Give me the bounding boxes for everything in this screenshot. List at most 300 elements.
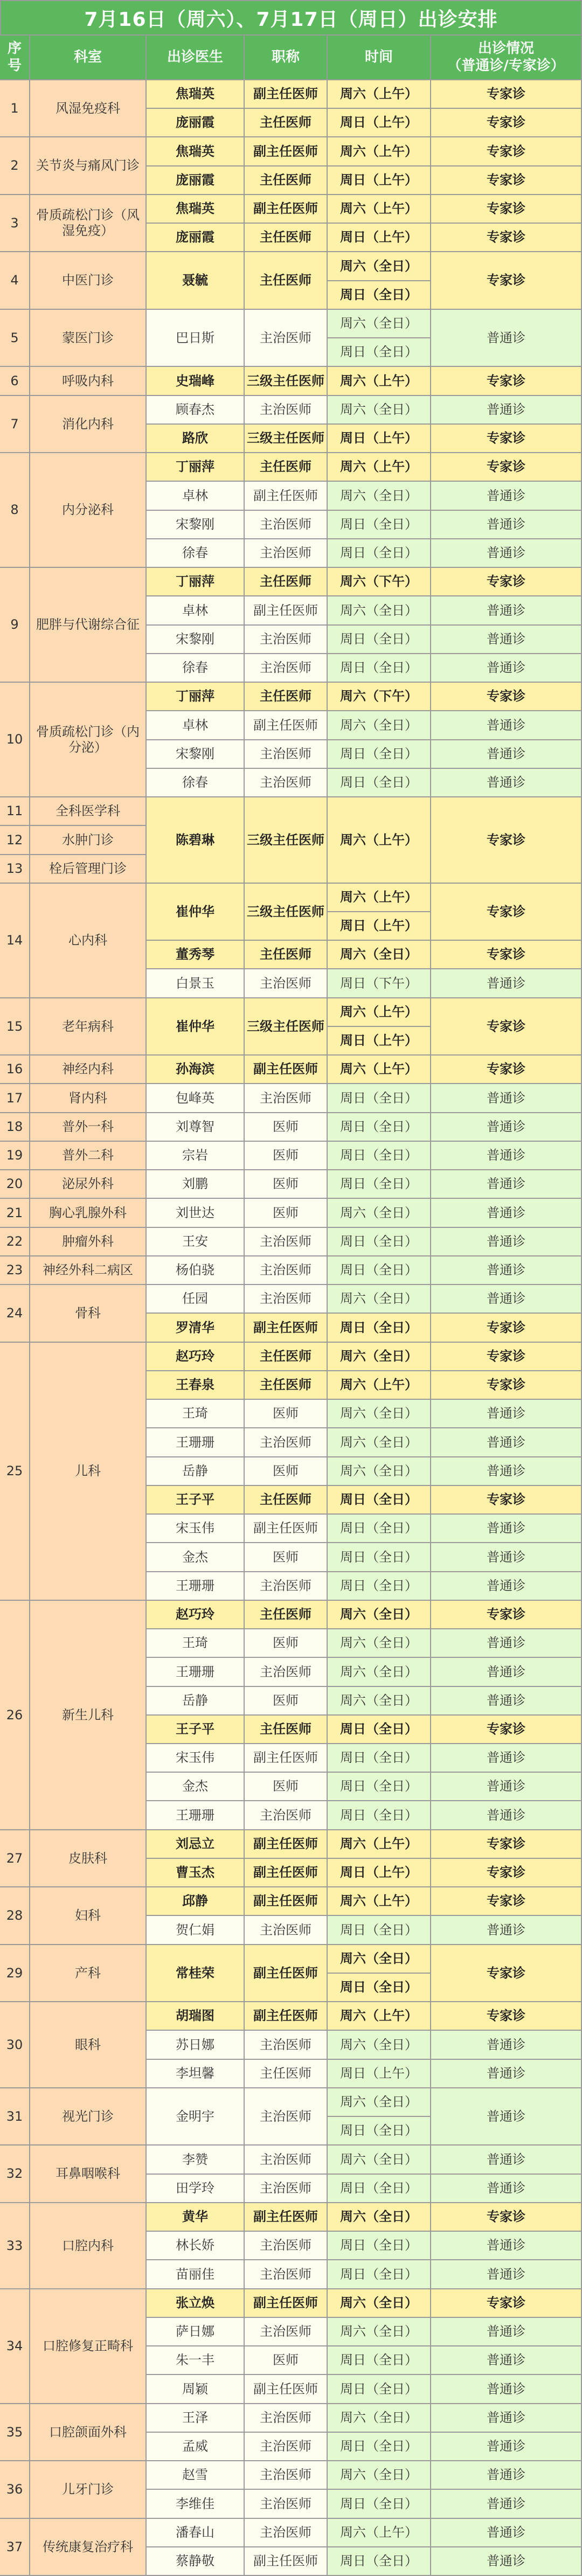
dept-name: 肿瘤外科 (30, 1228, 147, 1256)
doctor-name: 金杰 (147, 1773, 245, 1801)
doctor-name: 宗岩 (147, 1142, 245, 1170)
clinic-type: 专家诊 (431, 1945, 582, 2002)
doctor-name: 孙海滨 (147, 1056, 245, 1084)
clinic-time: 周六（上午） (328, 998, 431, 1027)
doctor-name: 林长娇 (147, 2232, 245, 2260)
dept-number: 10 (0, 683, 30, 797)
header-title: 职称 (245, 36, 328, 80)
dept-number: 28 (0, 1887, 30, 1945)
dept-number: 8 (0, 453, 30, 568)
doctor-name: 王珊珊 (147, 1801, 245, 1830)
doctor-name: 杨伯骁 (147, 1256, 245, 1285)
doctor-title: 主治医师 (245, 2175, 328, 2203)
doctor-name: 丁丽萍 (147, 453, 245, 482)
dept-name: 心内科 (30, 884, 147, 998)
dept-number: 34 (0, 2289, 30, 2404)
doctor-title: 副主任医师 (245, 137, 328, 166)
clinic-type: 普通诊 (431, 1572, 582, 1601)
dept-name: 耳鼻咽喉科 (30, 2145, 147, 2203)
dept-name: 全科医学科 (30, 797, 147, 826)
doctor-title: 主治医师 (245, 2031, 328, 2060)
doctor-title: 主治医师 (245, 1658, 328, 1687)
clinic-time: 周六（上午） (328, 1371, 431, 1400)
doctor-name: 包峰英 (147, 1084, 245, 1113)
dept-number: 7 (0, 396, 30, 453)
doctor-name: 丁丽萍 (147, 683, 245, 711)
clinic-type: 普通诊 (431, 1084, 582, 1113)
clinic-time: 周日（全日） (328, 1113, 431, 1142)
doctor-title: 主治医师 (245, 2490, 328, 2519)
clinic-type: 专家诊 (431, 568, 582, 596)
clinic-type: 专家诊 (431, 224, 582, 252)
doctor-name: 王安 (147, 1228, 245, 1256)
clinic-time: 周六（上午） (328, 2002, 431, 2031)
clinic-type: 专家诊 (431, 1887, 582, 1916)
doctor-name: 王琦 (147, 1629, 245, 1658)
doctor-name: 路欣 (147, 425, 245, 453)
doctor-title: 主任医师 (245, 941, 328, 969)
clinic-time: 周日（全日） (328, 1801, 431, 1830)
doctor-name: 朱一丰 (147, 2346, 245, 2375)
doctor-title: 主任医师 (245, 1601, 328, 1629)
clinic-type: 普通诊 (431, 2346, 582, 2375)
clinic-type: 普通诊 (431, 2519, 582, 2547)
doctor-title: 主治医师 (245, 654, 328, 683)
doctor-title: 副主任医师 (245, 2547, 328, 2576)
dept-name: 妇科 (30, 1887, 147, 1945)
clinic-type: 普通诊 (431, 1199, 582, 1228)
clinic-type: 普通诊 (431, 1170, 582, 1199)
clinic-time: 周六（全日） (328, 1687, 431, 1716)
doctor-title: 医师 (245, 1687, 328, 1716)
clinic-type: 专家诊 (431, 884, 582, 941)
clinic-time: 周六（全日） (328, 310, 431, 338)
doctor-name: 徐春 (147, 769, 245, 797)
clinic-type: 普通诊 (431, 1773, 582, 1801)
doctor-title: 主治医师 (245, 1428, 328, 1457)
dept-name: 口腔内科 (30, 2203, 147, 2289)
clinic-type: 专家诊 (431, 252, 582, 310)
doctor-name: 李赞 (147, 2145, 245, 2175)
clinic-time: 周日（全日） (328, 1256, 431, 1285)
clinic-time: 周日（全日） (328, 2175, 431, 2203)
doctor-title: 主任医师 (245, 109, 328, 137)
doctor-name: 王琦 (147, 1400, 245, 1428)
doctor-name: 崔仲华 (147, 884, 245, 941)
clinic-time: 周日（上午） (328, 166, 431, 195)
doctor-title: 医师 (245, 1170, 328, 1199)
dept-number: 30 (0, 2002, 30, 2088)
doctor-name: 卓林 (147, 711, 245, 740)
clinic-time: 周六（上午） (328, 1887, 431, 1916)
clinic-time: 周日（上午） (328, 109, 431, 137)
doctor-title: 主治医师 (245, 2232, 328, 2260)
doctor-name: 金明宇 (147, 2088, 245, 2145)
doctor-name: 王子平 (147, 1716, 245, 1744)
doctor-title: 副主任医师 (245, 482, 328, 511)
clinic-time: 周六（上午） (328, 1056, 431, 1084)
doctor-name: 宋玉伟 (147, 1744, 245, 1773)
clinic-time: 周日（全日） (328, 2490, 431, 2519)
doctor-title: 主任医师 (245, 683, 328, 711)
dept-number: 35 (0, 2404, 30, 2461)
dept-number: 3 (0, 195, 30, 252)
doctor-name: 聂毓 (147, 252, 245, 310)
clinic-type: 专家诊 (431, 683, 582, 711)
clinic-time: 周日（上午） (328, 2060, 431, 2088)
doctor-title: 副主任医师 (245, 1830, 328, 1859)
clinic-type: 普通诊 (431, 2145, 582, 2175)
doctor-name: 卓林 (147, 482, 245, 511)
dept-name: 内分泌科 (30, 453, 147, 568)
dept-number: 20 (0, 1170, 30, 1199)
clinic-type: 普通诊 (431, 1457, 582, 1486)
doctor-name: 萨日娜 (147, 2318, 245, 2346)
doctor-title: 副主任医师 (245, 1515, 328, 1543)
clinic-type: 普通诊 (431, 2433, 582, 2461)
clinic-time: 周日（全日） (328, 626, 431, 654)
doctor-name: 岳静 (147, 1687, 245, 1716)
doctor-title: 副主任医师 (245, 2375, 328, 2404)
clinic-type: 专家诊 (431, 1486, 582, 1515)
doctor-name: 孟威 (147, 2433, 245, 2461)
doctor-name: 刘尊智 (147, 1113, 245, 1142)
clinic-time: 周日（全日） (328, 1170, 431, 1199)
clinic-time: 周日（全日） (328, 2117, 431, 2145)
doctor-title: 副主任医师 (245, 1744, 328, 1773)
clinic-type: 普通诊 (431, 2375, 582, 2404)
doctor-title: 医师 (245, 1457, 328, 1486)
dept-name: 关节炎与痛风门诊 (30, 137, 147, 195)
clinic-type: 普通诊 (431, 2088, 582, 2145)
doctor-title: 医师 (245, 1113, 328, 1142)
doctor-title: 主治医师 (245, 740, 328, 769)
doctor-title: 主任医师 (245, 224, 328, 252)
clinic-type: 普通诊 (431, 596, 582, 626)
doctor-name: 张立焕 (147, 2289, 245, 2318)
dept-name: 栓后管理门诊 (30, 855, 147, 884)
doctor-name: 潘春山 (147, 2519, 245, 2547)
clinic-type: 专家诊 (431, 1859, 582, 1887)
dept-name: 儿牙门诊 (30, 2461, 147, 2519)
doctor-name: 王珊珊 (147, 1428, 245, 1457)
header-type: 出诊情况 （普通诊/专家诊） (431, 36, 582, 80)
doctor-title: 主治医师 (245, 310, 328, 367)
clinic-type: 普通诊 (431, 1801, 582, 1830)
dept-number: 23 (0, 1256, 30, 1285)
doctor-name: 赵雪 (147, 2461, 245, 2490)
dept-name: 消化内科 (30, 396, 147, 453)
clinic-time: 周六（上午） (328, 80, 431, 109)
dept-number: 14 (0, 884, 30, 998)
doctor-name: 宋黎刚 (147, 511, 245, 539)
doctor-name: 黄华 (147, 2203, 245, 2232)
header-doctor: 出诊医生 (147, 36, 245, 80)
doctor-title: 医师 (245, 2346, 328, 2375)
doctor-title: 医师 (245, 1543, 328, 1572)
dept-number: 19 (0, 1142, 30, 1170)
dept-name: 普外一科 (30, 1113, 147, 1142)
clinic-time: 周日（全日） (328, 1543, 431, 1572)
doctor-name: 徐春 (147, 539, 245, 568)
dept-name: 普外二科 (30, 1142, 147, 1170)
doctor-title: 副主任医师 (245, 1056, 328, 1084)
doctor-title: 主任医师 (245, 453, 328, 482)
doctor-title: 医师 (245, 1199, 328, 1228)
dept-name: 蒙医门诊 (30, 310, 147, 367)
dept-number: 1 (0, 80, 30, 137)
clinic-time: 周六（全日） (328, 1285, 431, 1314)
dept-number: 31 (0, 2088, 30, 2145)
doctor-title: 三级主任医师 (245, 367, 328, 396)
clinic-time: 周六（全日） (328, 1945, 431, 1974)
dept-name: 口腔颌面外科 (30, 2404, 147, 2461)
doctor-name: 赵巧玲 (147, 1343, 245, 1371)
clinic-time: 周六（下午） (328, 683, 431, 711)
doctor-name: 卓林 (147, 596, 245, 626)
clinic-type: 专家诊 (431, 137, 582, 166)
dept-name: 泌尿外科 (30, 1170, 147, 1199)
clinic-type: 普通诊 (431, 1543, 582, 1572)
clinic-type: 普通诊 (431, 769, 582, 797)
clinic-type: 专家诊 (431, 1343, 582, 1371)
dept-name: 呼吸内科 (30, 367, 147, 396)
dept-number: 4 (0, 252, 30, 310)
clinic-type: 专家诊 (431, 425, 582, 453)
dept-name: 骨质疏松门诊（风湿免疫） (30, 195, 147, 252)
doctor-title: 副主任医师 (245, 1314, 328, 1343)
clinic-time: 周日（全日） (328, 511, 431, 539)
doctor-title: 主治医师 (245, 1285, 328, 1314)
clinic-type: 专家诊 (431, 195, 582, 224)
doctor-name: 罗清华 (147, 1314, 245, 1343)
clinic-time: 周六（全日） (328, 2145, 431, 2175)
clinic-type: 专家诊 (431, 80, 582, 109)
clinic-time: 周日（全日） (328, 740, 431, 769)
dept-name: 神经内科 (30, 1056, 147, 1084)
clinic-type: 普通诊 (431, 1113, 582, 1142)
clinic-time: 周日（上午） (328, 912, 431, 941)
clinic-time: 周六（全日） (328, 1629, 431, 1658)
clinic-type: 普通诊 (431, 1687, 582, 1716)
dept-name: 中医门诊 (30, 252, 147, 310)
clinic-type: 普通诊 (431, 1658, 582, 1687)
doctor-title: 主治医师 (245, 969, 328, 998)
doctor-title: 三级主任医师 (245, 884, 328, 941)
clinic-time: 周六（全日） (328, 252, 431, 281)
clinic-time: 周日（全日） (328, 2260, 431, 2289)
dept-number: 25 (0, 1343, 30, 1601)
doctor-name: 邱静 (147, 1887, 245, 1916)
dept-name: 骨科 (30, 1285, 147, 1343)
clinic-type: 普通诊 (431, 711, 582, 740)
dept-number: 15 (0, 998, 30, 1056)
clinic-type: 专家诊 (431, 367, 582, 396)
clinic-type: 普通诊 (431, 969, 582, 998)
doctor-title: 医师 (245, 1400, 328, 1428)
doctor-title: 主治医师 (245, 2433, 328, 2461)
clinic-type: 普通诊 (431, 2175, 582, 2203)
dept-number: 13 (0, 855, 30, 884)
doctor-title: 副主任医师 (245, 2002, 328, 2031)
doctor-name: 焦瑞英 (147, 137, 245, 166)
clinic-time: 周日（上午） (328, 425, 431, 453)
dept-name: 神经外科二病区 (30, 1256, 147, 1285)
clinic-type: 专家诊 (431, 2002, 582, 2031)
clinic-type: 普通诊 (431, 1228, 582, 1256)
header-no: 序号 (0, 36, 30, 80)
clinic-time: 周日（全日） (328, 1486, 431, 1515)
clinic-type: 专家诊 (431, 941, 582, 969)
doctor-title: 副主任医师 (245, 195, 328, 224)
clinic-time: 周日（全日） (328, 2433, 431, 2461)
dept-number: 9 (0, 568, 30, 683)
dept-name: 新生儿科 (30, 1601, 147, 1830)
doctor-title: 主治医师 (245, 511, 328, 539)
doctor-title: 主治医师 (245, 2318, 328, 2346)
clinic-type: 普通诊 (431, 2260, 582, 2289)
clinic-time: 周六（全日） (328, 1457, 431, 1486)
dept-number: 33 (0, 2203, 30, 2289)
clinic-type: 普通诊 (431, 539, 582, 568)
doctor-name: 贺仁娟 (147, 1916, 245, 1945)
clinic-time: 周日（全日） (328, 1773, 431, 1801)
clinic-type: 普通诊 (431, 2232, 582, 2260)
clinic-type: 普通诊 (431, 1428, 582, 1457)
dept-name: 水肿门诊 (30, 826, 147, 855)
clinic-time: 周日（下午） (328, 969, 431, 998)
doctor-name: 顾春杰 (147, 396, 245, 425)
clinic-time: 周日（上午） (328, 1859, 431, 1887)
clinic-type: 普通诊 (431, 1400, 582, 1428)
doctor-title: 主任医师 (245, 2060, 328, 2088)
dept-number: 11 (0, 797, 30, 826)
dept-number: 32 (0, 2145, 30, 2203)
doctor-title: 医师 (245, 1773, 328, 1801)
clinic-time: 周日（全日） (328, 1716, 431, 1744)
clinic-time: 周六（全日） (328, 2203, 431, 2232)
clinic-time: 周六（全日） (328, 2404, 431, 2433)
doctor-name: 崔仲华 (147, 998, 245, 1056)
doctor-title: 主任医师 (245, 1716, 328, 1744)
doctor-name: 白景玉 (147, 969, 245, 998)
clinic-time: 周日（全日） (328, 1515, 431, 1543)
clinic-time: 周六（全日） (328, 711, 431, 740)
doctor-title: 主治医师 (245, 2145, 328, 2175)
doctor-title: 主治医师 (245, 1572, 328, 1601)
dept-name: 口腔修复正畸科 (30, 2289, 147, 2404)
clinic-type: 普通诊 (431, 1256, 582, 1285)
dept-number: 29 (0, 1945, 30, 2002)
doctor-title: 副主任医师 (245, 2203, 328, 2232)
clinic-time: 周六（上午） (328, 1830, 431, 1859)
clinic-time: 周六（上午） (328, 195, 431, 224)
dept-name: 胸心乳腺外科 (30, 1199, 147, 1228)
doctor-title: 副主任医师 (245, 596, 328, 626)
dept-name: 视光门诊 (30, 2088, 147, 2145)
clinic-type: 专家诊 (431, 1716, 582, 1744)
doctor-title: 副主任医师 (245, 1887, 328, 1916)
doctor-title: 主任医师 (245, 166, 328, 195)
dept-name: 肾内科 (30, 1084, 147, 1113)
doctor-title: 主任医师 (245, 1486, 328, 1515)
doctor-name: 田学玲 (147, 2175, 245, 2203)
clinic-type: 普通诊 (431, 2031, 582, 2060)
doctor-name: 李坦馨 (147, 2060, 245, 2088)
clinic-time: 周日（全日） (328, 1084, 431, 1113)
clinic-time: 周六（全日） (328, 396, 431, 425)
clinic-time: 周日（全日） (328, 1974, 431, 2002)
dept-number: 12 (0, 826, 30, 855)
doctor-name: 庞丽霞 (147, 109, 245, 137)
doctor-title: 三级主任医师 (245, 998, 328, 1056)
doctor-name: 宋黎刚 (147, 626, 245, 654)
clinic-time: 周六（全日） (328, 1601, 431, 1629)
doctor-title: 主治医师 (245, 2519, 328, 2547)
clinic-time: 周六（全日） (328, 2461, 431, 2490)
clinic-type: 专家诊 (431, 166, 582, 195)
dept-number: 21 (0, 1199, 30, 1228)
clinic-type: 普通诊 (431, 2318, 582, 2346)
clinic-type: 专家诊 (431, 2203, 582, 2232)
clinic-time: 周六（全日） (328, 1428, 431, 1457)
clinic-time: 周六（上午） (328, 2519, 431, 2547)
clinic-time: 周六（全日） (328, 2318, 431, 2346)
clinic-time: 周日（全日） (328, 2346, 431, 2375)
clinic-time: 周日（全日） (328, 2547, 431, 2576)
clinic-type: 普通诊 (431, 1515, 582, 1543)
doctor-name: 曹玉杰 (147, 1859, 245, 1887)
dept-number: 18 (0, 1113, 30, 1142)
dept-name: 风湿免疫科 (30, 80, 147, 137)
clinic-time: 周六（上午） (328, 367, 431, 396)
dept-number: 24 (0, 1285, 30, 1343)
doctor-name: 王珊珊 (147, 1572, 245, 1601)
clinic-time: 周六（上午） (328, 884, 431, 912)
clinic-time: 周日（全日） (328, 539, 431, 568)
clinic-time: 周六（全日） (328, 2088, 431, 2117)
doctor-name: 周颖 (147, 2375, 245, 2404)
doctor-name: 庞丽霞 (147, 224, 245, 252)
doctor-name: 金杰 (147, 1543, 245, 1572)
dept-number: 26 (0, 1601, 30, 1830)
header-time: 时间 (328, 36, 431, 80)
doctor-name: 苏日娜 (147, 2031, 245, 2060)
clinic-time: 周六（全日） (328, 1400, 431, 1428)
clinic-time: 周日（全日） (328, 2232, 431, 2260)
doctor-title: 主治医师 (245, 539, 328, 568)
clinic-time: 周六（上午） (328, 797, 431, 884)
clinic-time: 周六（全日） (328, 482, 431, 511)
dept-name: 老年病科 (30, 998, 147, 1056)
doctor-title: 主任医师 (245, 1371, 328, 1400)
clinic-type: 普通诊 (431, 396, 582, 425)
doctor-name: 赵巧玲 (147, 1601, 245, 1629)
doctor-name: 胡瑞图 (147, 2002, 245, 2031)
doctor-title: 主治医师 (245, 1916, 328, 1945)
clinic-type: 专家诊 (431, 1601, 582, 1629)
clinic-type: 专家诊 (431, 797, 582, 884)
clinic-time: 周六（全日） (328, 1199, 431, 1228)
dept-name: 肥胖与代谢综合征 (30, 568, 147, 683)
clinic-time: 周日（上午） (328, 1027, 431, 1056)
clinic-type: 专家诊 (431, 453, 582, 482)
clinic-type: 普通诊 (431, 1285, 582, 1314)
clinic-time: 周日（上午） (328, 224, 431, 252)
clinic-time: 周六（全日） (328, 2289, 431, 2318)
clinic-time: 周日（全日） (328, 769, 431, 797)
dept-name: 骨质疏松门诊（内分泌） (30, 683, 147, 797)
